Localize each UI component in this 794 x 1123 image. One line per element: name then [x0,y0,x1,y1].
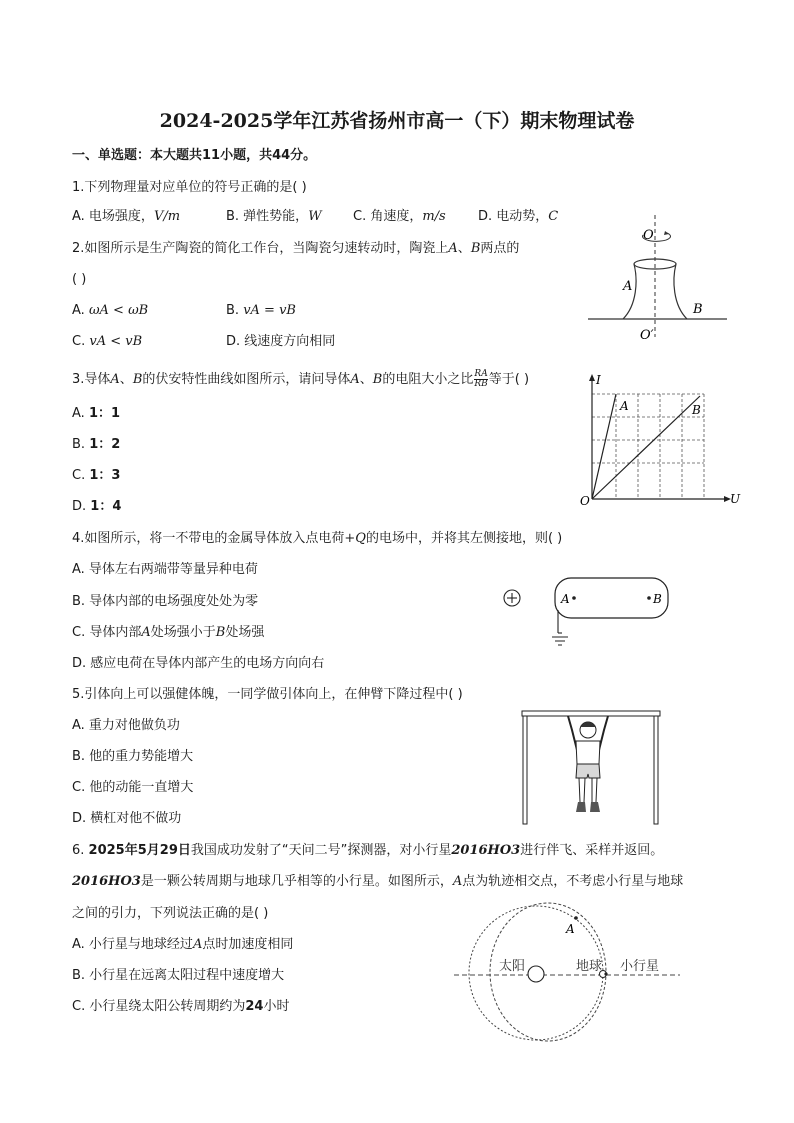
q5-option-a: A. 重力对他做负功 [72,718,180,733]
axis-label-i: I [596,373,601,387]
line-label-b: B [692,403,701,417]
q1-option-c: C. 角速度，m/s [353,209,446,224]
point-label-a: A [566,922,575,936]
axis-label-o-prime: O′ [640,328,654,343]
q2-stem: 2.如图所示是生产陶瓷的简化工作台，当陶瓷匀速转动时，陶瓷上A、B两点的 [72,241,520,256]
q5-option-c: C. 他的动能一直增大 [72,780,194,795]
asteroid-label: 小行星 [620,959,660,974]
pull-up-figure [520,708,665,826]
q5-option-b: B. 他的重力势能增大 [72,749,194,764]
point-label-a: A [623,279,633,294]
q3-option-c: C. 1：3 [72,468,121,483]
q3-option-d: D. 1：4 [72,499,122,514]
q6-line3: 之间的引力，下列说法正确的是( ) [72,906,269,921]
origin-label: O [580,494,590,508]
orbit-figure [452,900,682,1045]
q5-stem: 5.引体向上可以强健体魄，一同学做引体向上，在伸臂下降过程中( ) [72,687,463,702]
q1-option-d: D. 电动势，C [478,209,559,224]
q4-option-c: C. 导体内部A处场强小于B处场强 [72,625,265,640]
q3-option-b: B. 1：2 [72,437,121,452]
line-label-a: A [620,399,629,413]
earth-label: 地球 [576,959,603,974]
q2-option-d: D. 线速度方向相同 [226,334,336,349]
q6-line2: 2016HO3是一颗公转周期与地球几乎相等的小行星。如图所示，A点为轨迹相交点，不考虑小行星与地球 [72,874,684,889]
q3-option-a: A. 1：1 [72,406,121,421]
point-label-b: B [653,592,662,606]
q2-option-c: C. vA < vB [72,334,143,349]
pottery-wheel-figure [585,215,730,345]
q4-option-b: B. 导体内部的电场强度处处为零 [72,594,259,609]
iv-graph-figure [578,372,743,507]
point-label-b: B [693,302,703,317]
q6-line1: 6. 2025年5月29日我国成功发射了“天问二号”探测器，对小行星2016HO3进行伴飞、采样并返回。 [72,843,664,858]
q6-option-b: B. 小行星在远离太阳过程中速度增大 [72,968,285,983]
q6-option-c: C. 小行星绕太阳公转周期约为24小时 [72,999,290,1014]
axis-label-o: O [643,228,654,243]
conductor-figure [498,575,688,655]
q1-stem: 1.下列物理量对应单位的符号正确的是( ) [72,180,307,195]
page-title: 2024-2025学年江苏省扬州市高一（下）期末物理试卷 [159,110,635,132]
q4-option-a: A. 导体左右两端带等量异种电荷 [72,562,258,577]
q2-option-a: A. ωA < ωB [72,303,149,318]
q5-option-d: D. 横杠对他不做功 [72,811,182,826]
section-heading: 一、单选题：本大题共11小题，共44分。 [72,148,317,163]
q2-option-b: B. vA = vB [226,303,296,318]
q1-option-b: B. 弹性势能，W [226,209,322,224]
q3-stem: 3.导体A、B的伏安特性曲线如图所示，请问导体A、B的电阻大小之比 $\frac{RA}{RB}$ 等于( ) [72,369,530,389]
q2-paren: ( ) [72,272,87,287]
q1-option-a: A. 电场强度，V/m [72,209,181,224]
q4-option-d: D. 感应电荷在导体内部产生的电场方向向右 [72,656,325,671]
point-label-a: A [561,592,570,606]
q6-option-a: A. 小行星与地球经过A点时加速度相同 [72,937,294,952]
sun-label: 太阳 [499,959,526,974]
q4-stem: 4.如图所示，将一不带电的金属导体放入点电荷+Q的电场中，并将其左侧接地，则( ) [72,531,563,546]
axis-label-u: U [730,492,741,506]
